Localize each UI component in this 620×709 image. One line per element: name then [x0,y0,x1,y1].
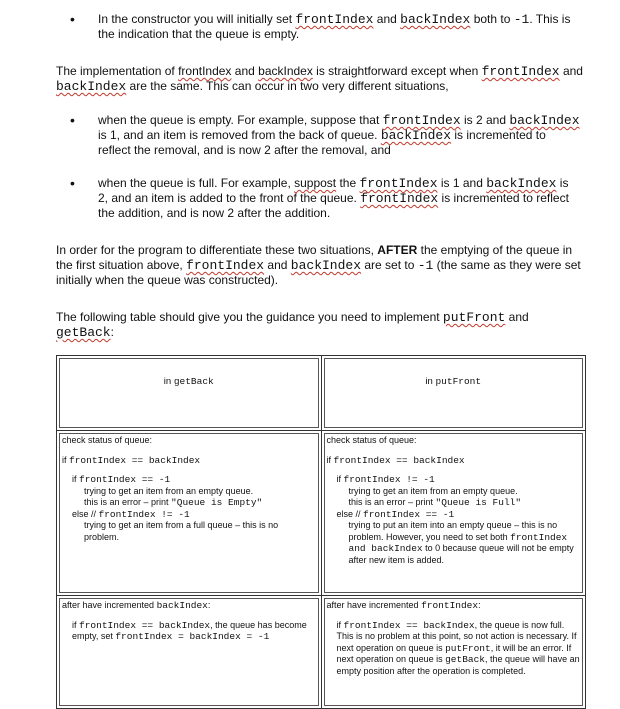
code-frontindex: frontIndex [295,12,374,27]
order-paragraph: In order for the program to differentiate these two situations, AFTER the emptying of the queue in the first situation above, frontIndex and backIndex are set to -1 (the same as they were set initially when the queue was constructed). [56,243,581,287]
getback-status-cell: check status of queue: if frontIndex == backIndex if frontIndex == -1 trying to get an item from an empty queue. this is an error – print "Queue is Empty" else // frontIndex != -1 trying to get an item from a full queue – this is no problem. [57,431,322,596]
putfront-after-cell: after have incremented frontIndex: if frontIndex == backIndex, the queue is now full. This is no problem at this point, so not action is necessary. If next operation on queue is putFront, it will be an error. If next operation on queue is getBack, the queue will have an empty position after the operation is completed. [321,596,586,709]
bullet-constructor-text: In the constructor you will initially set frontIndex and backIndex both to -1. This is the indication that the queue is empty. [98,12,571,41]
header-putfront: in putFront [321,356,586,431]
header-getback: in getBack [57,356,322,431]
bullet-empty-case: • when the queue is empty. For example, suppose that frontIndex is 2 and backIndex is 1, and an item is removed from the back of queue. backIndex is incremented to reflect the removal, and is now 2 after the removal, and [70,112,580,157]
code-backindex: backIndex [400,12,471,27]
bullet-dot-icon: • [70,112,75,128]
code-neg1: -1 [513,12,530,27]
bullet-dot-icon: • [70,11,75,27]
bullet-constructor [70,12,580,42]
guidance-table [56,355,586,709]
bullet-full-case: • when the queue is full. For example, suppost the frontIndex is 1 and backIndex is 2, and an item is added to the front of the queue. frontIndex is incremented to reflect the addition, and is now 2 after the addition. [70,175,569,220]
putfront-status-cell: check status of queue: if frontIndex == backIndex if frontIndex != -1 trying to get an item from an empty queue. this is an error – print "Queue is Full" else // frontIndex == -1 trying to put an item into an empty queue – this is no problem. However, you need to set both frontIndex and backIndex to 0 because queue will not be empty after new item is added. [321,431,586,596]
guidance-paragraph: The following table should give you the guidance you need to implement putFront and getBack: [56,310,529,340]
bullet-dot-icon: • [70,175,75,191]
implementation-paragraph: The implementation of frontIndex and backIndex is straightforward except when frontIndex and backIndex are the same. This can occur in two very different situations, [56,64,583,94]
getback-after-cell: after have incremented backIndex: if frontIndex == backIndex, the queue has become empty, set frontIndex = backIndex = -1 [57,596,322,709]
